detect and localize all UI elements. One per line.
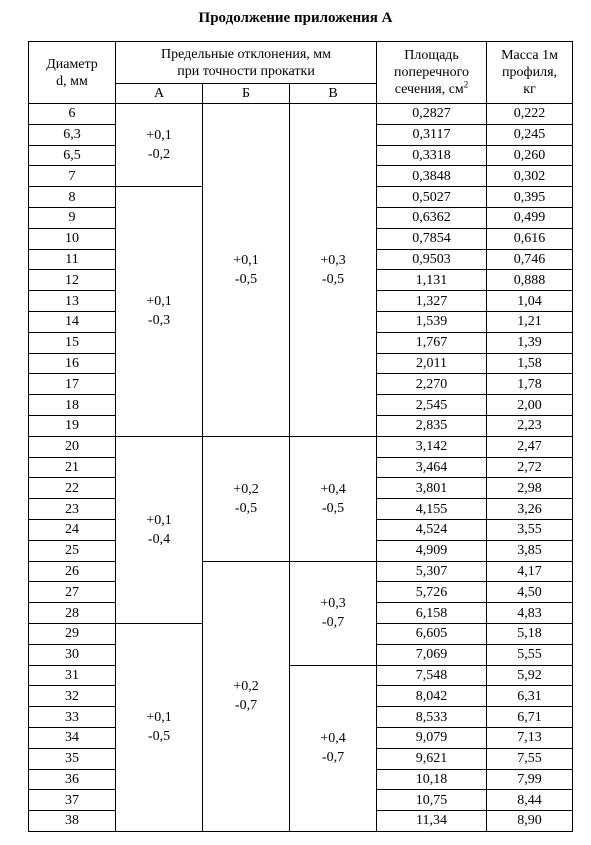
diameter-cell: 14	[29, 311, 116, 332]
tolerance-cell-a: +0,1 -0,2	[116, 104, 203, 187]
mass-cell: 5,92	[487, 665, 573, 686]
mass-cell: 5,18	[487, 623, 573, 644]
area-cell: 1,327	[377, 291, 487, 312]
diameter-cell: 7	[29, 166, 116, 187]
diameter-cell: 26	[29, 561, 116, 582]
diameter-cell: 21	[29, 457, 116, 478]
mass-cell: 7,55	[487, 748, 573, 769]
diameter-cell: 8	[29, 187, 116, 208]
tolerance-cell-v: +0,4 -0,5	[290, 436, 377, 561]
mass-cell: 1,21	[487, 311, 573, 332]
area-cell: 0,3318	[377, 145, 487, 166]
header-deviation-line2: при точности прокатки	[177, 63, 315, 79]
diameter-cell: 28	[29, 603, 116, 624]
diameter-cell: 22	[29, 478, 116, 499]
mass-cell: 7,13	[487, 727, 573, 748]
mass-cell: 2,23	[487, 415, 573, 436]
area-cell: 0,9503	[377, 249, 487, 270]
mass-cell: 4,83	[487, 603, 573, 624]
diameter-cell: 18	[29, 395, 116, 416]
diameter-cell: 16	[29, 353, 116, 374]
area-cell: 9,079	[377, 727, 487, 748]
diameter-cell: 30	[29, 644, 116, 665]
area-cell: 2,270	[377, 374, 487, 395]
diameter-cell: 24	[29, 519, 116, 540]
diameter-cell: 29	[29, 623, 116, 644]
tolerance-cell-a: +0,1 -0,5	[116, 623, 203, 831]
area-cell: 5,726	[377, 582, 487, 603]
header-mass-line3: кг	[523, 82, 536, 97]
header-area-exponent: 2	[463, 79, 469, 90]
table-body	[29, 104, 573, 832]
mass-cell: 2,00	[487, 395, 573, 416]
diameter-cell: 25	[29, 540, 116, 561]
diameter-cell: 38	[29, 811, 116, 832]
tolerance-cell-a: +0,1 -0,3	[116, 187, 203, 437]
area-cell: 0,6362	[377, 207, 487, 228]
area-cell: 4,524	[377, 519, 487, 540]
mass-cell: 2,47	[487, 436, 573, 457]
diameter-cell: 27	[29, 582, 116, 603]
area-cell: 10,75	[377, 790, 487, 811]
tolerance-cell-b: +0,2 -0,5	[203, 436, 290, 561]
area-cell: 1,539	[377, 311, 487, 332]
mass-cell: 0,302	[487, 166, 573, 187]
area-cell: 7,548	[377, 665, 487, 686]
area-cell: 1,767	[377, 332, 487, 353]
area-cell: 1,131	[377, 270, 487, 291]
diameter-cell: 6,5	[29, 145, 116, 166]
table-row	[29, 561, 573, 582]
tolerance-cell-v: +0,3 -0,7	[290, 561, 377, 665]
header-class-a: А	[116, 84, 203, 104]
header-area	[377, 42, 487, 104]
header-deviation	[116, 42, 377, 84]
mass-cell: 1,58	[487, 353, 573, 374]
diameter-cell: 33	[29, 707, 116, 728]
diameter-cell: 12	[29, 270, 116, 291]
header-class-b: Б	[203, 84, 290, 104]
tolerance-cell-v: +0,3 -0,5	[290, 104, 377, 437]
header-area-line3: сечения, см	[394, 82, 464, 97]
header-class-v: В	[290, 84, 377, 104]
area-cell: 3,142	[377, 436, 487, 457]
tolerance-cell-v: +0,4 -0,7	[290, 665, 377, 831]
diameter-cell: 17	[29, 374, 116, 395]
tolerance-cell-a: +0,1 -0,4	[116, 436, 203, 623]
table-row	[29, 436, 573, 457]
area-cell: 3,464	[377, 457, 487, 478]
mass-cell: 8,90	[487, 811, 573, 832]
area-cell: 3,801	[377, 478, 487, 499]
diameter-cell: 6	[29, 104, 116, 125]
area-cell: 6,158	[377, 603, 487, 624]
diameter-cell: 6,3	[29, 124, 116, 145]
header-diameter-line2: d, мм	[56, 73, 88, 89]
diameter-cell: 11	[29, 249, 116, 270]
diameter-cell: 35	[29, 748, 116, 769]
document-title: Продолжение приложения А	[198, 10, 393, 26]
area-cell: 11,34	[377, 811, 487, 832]
diameter-cell: 34	[29, 727, 116, 748]
diameter-cell: 10	[29, 228, 116, 249]
header-area-line2: поперечного	[394, 65, 470, 80]
header-mass	[487, 42, 573, 104]
area-cell: 10,18	[377, 769, 487, 790]
area-cell: 8,042	[377, 686, 487, 707]
diameter-cell: 36	[29, 769, 116, 790]
diameter-cell: 13	[29, 291, 116, 312]
diameter-cell: 31	[29, 665, 116, 686]
diameter-cell: 23	[29, 499, 116, 520]
diameter-cell: 20	[29, 436, 116, 457]
mass-cell: 6,71	[487, 707, 573, 728]
area-cell: 2,835	[377, 415, 487, 436]
area-cell: 0,3848	[377, 166, 487, 187]
area-cell: 0,5027	[377, 187, 487, 208]
diameter-cell: 37	[29, 790, 116, 811]
header-diameter	[29, 42, 116, 104]
area-cell: 5,307	[377, 561, 487, 582]
area-cell: 4,155	[377, 499, 487, 520]
tolerance-cell-b: +0,2 -0,7	[203, 561, 290, 831]
mass-cell: 0,260	[487, 145, 573, 166]
area-cell: 2,011	[377, 353, 487, 374]
table-row	[29, 665, 573, 686]
diameter-cell: 15	[29, 332, 116, 353]
area-cell: 9,621	[377, 748, 487, 769]
mass-cell: 4,17	[487, 561, 573, 582]
area-cell: 4,909	[377, 540, 487, 561]
mass-cell: 8,44	[487, 790, 573, 811]
mass-cell: 3,55	[487, 519, 573, 540]
header-mass-line1: Масса 1м	[501, 48, 558, 63]
tolerance-cell-b: +0,1 -0,5	[203, 104, 290, 437]
mass-cell: 0,746	[487, 249, 573, 270]
mass-cell: 2,98	[487, 478, 573, 499]
mass-cell: 3,26	[487, 499, 573, 520]
diameter-cell: 9	[29, 207, 116, 228]
mass-cell: 7,99	[487, 769, 573, 790]
mass-cell: 0,616	[487, 228, 573, 249]
diameter-cell: 19	[29, 415, 116, 436]
header-deviation-line1: Предельные отклонения, мм	[161, 46, 332, 62]
mass-cell: 0,395	[487, 187, 573, 208]
table-row	[29, 104, 573, 125]
rebar-table	[28, 41, 573, 832]
mass-cell: 2,72	[487, 457, 573, 478]
mass-cell: 1,39	[487, 332, 573, 353]
mass-cell: 0,499	[487, 207, 573, 228]
header-mass-line2: профиля,	[502, 65, 558, 80]
header-area-line1: Площадь	[404, 48, 459, 63]
mass-cell: 3,85	[487, 540, 573, 561]
mass-cell: 0,222	[487, 104, 573, 125]
mass-cell: 4,50	[487, 582, 573, 603]
area-cell: 0,7854	[377, 228, 487, 249]
area-cell: 0,3117	[377, 124, 487, 145]
mass-cell: 0,245	[487, 124, 573, 145]
mass-cell: 1,78	[487, 374, 573, 395]
mass-cell: 5,55	[487, 644, 573, 665]
area-cell: 2,545	[377, 395, 487, 416]
area-cell: 8,533	[377, 707, 487, 728]
mass-cell: 1,04	[487, 291, 573, 312]
diameter-cell: 32	[29, 686, 116, 707]
area-cell: 7,069	[377, 644, 487, 665]
mass-cell: 0,888	[487, 270, 573, 291]
area-cell: 0,2827	[377, 104, 487, 125]
area-cell: 6,605	[377, 623, 487, 644]
mass-cell: 6,31	[487, 686, 573, 707]
header-diameter-line1: Диаметр	[46, 56, 98, 72]
